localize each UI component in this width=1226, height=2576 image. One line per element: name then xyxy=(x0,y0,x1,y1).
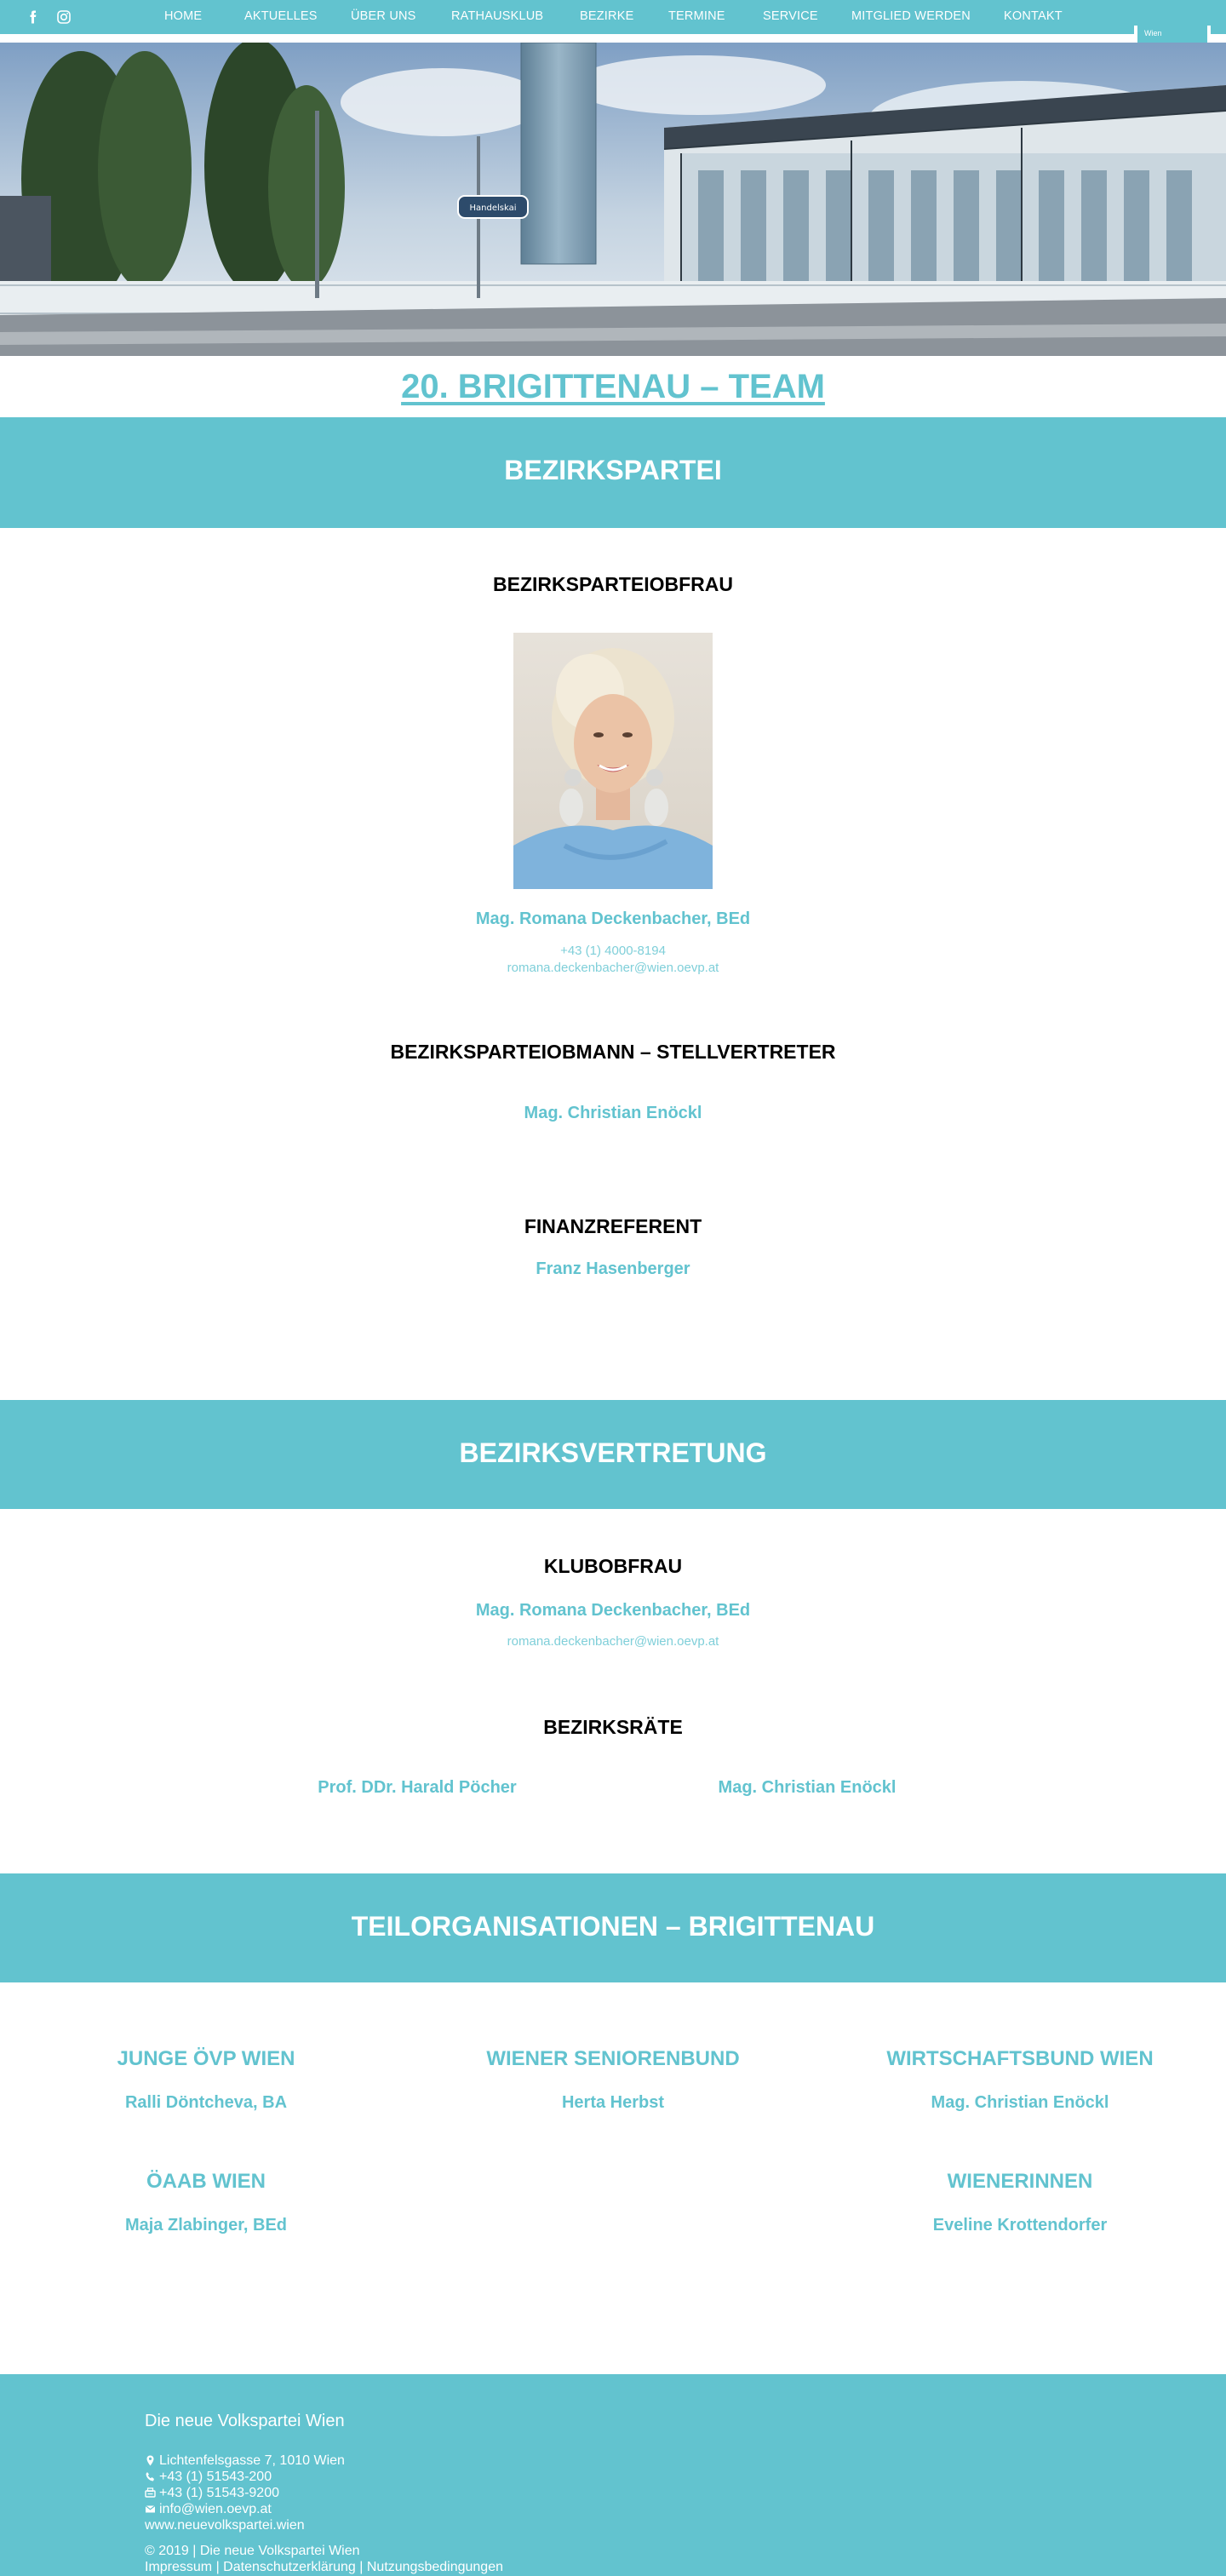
footer-legal-links xyxy=(145,2559,503,2575)
footer-website[interactable]: www.neuevolkspartei.wien xyxy=(145,2518,305,2533)
person-name-bezirksrat: Mag. Christian Enöckl xyxy=(718,1778,897,1797)
fax-icon xyxy=(145,2487,156,2499)
footer-contact xyxy=(145,2453,345,2533)
section-band-teilorganisationen xyxy=(0,1873,1226,1982)
impressum-link[interactable]: Impressum xyxy=(145,2560,213,2574)
role-heading-stellvertreter: BEZIRKSPARTEIOBMANN – STELLVERTRETER xyxy=(390,1041,836,1063)
footer-fax-line xyxy=(145,2485,345,2501)
org-person-junge-oevp: Ralli Döntcheva, BA xyxy=(124,2093,288,2112)
org-title-junge-oevp: JUNGE ÖVP WIEN xyxy=(117,2047,295,2070)
footer-copyright: © 2019 | Die neue Volkspartei Wien xyxy=(145,2544,360,2558)
role-heading-obfrau: BEZIRKSPARTEIOBFRAU xyxy=(493,573,733,595)
portrait-photo xyxy=(513,633,713,889)
nav-kontakt[interactable]: KONTAKT xyxy=(1004,9,1063,23)
role-heading-klubobfrau: KLUBOBFRAU xyxy=(543,1555,683,1577)
nav-service[interactable]: SERVICE xyxy=(763,9,818,23)
envelope-icon xyxy=(145,2504,156,2515)
facebook-icon[interactable] xyxy=(26,9,41,25)
person-name-bezirksrat: Prof. DDr. Harald Pöcher xyxy=(318,1778,517,1797)
org-person-wienerinnen: Eveline Krottendorfer xyxy=(932,2216,1108,2235)
footer-legal xyxy=(145,2543,503,2575)
nav-home[interactable]: HOME xyxy=(164,9,203,23)
datenschutz-link[interactable]: Datenschutzerklärung xyxy=(223,2560,356,2574)
footer-org-name: Die neue Volkspartei Wien xyxy=(145,2412,345,2430)
hero-image xyxy=(0,43,1226,356)
footer-email-line xyxy=(145,2501,345,2517)
email-link[interactable]: romana.deckenbacher@wien.oevp.at xyxy=(507,1634,719,1649)
footer-address-line xyxy=(145,2453,345,2469)
footer-website-line xyxy=(145,2517,345,2533)
footer-phone-line xyxy=(145,2469,345,2485)
org-person-oeaab: Maja Zlabinger, BEd xyxy=(124,2216,288,2235)
contact-obfrau xyxy=(0,943,1226,977)
org-person-wirtschaftsbund: Mag. Christian Enöckl xyxy=(931,2093,1109,2112)
footer-email[interactable]: info@wien.oevp.at xyxy=(159,2502,272,2516)
section-title-bezirkspartei: BEZIRKSPARTEI xyxy=(504,455,722,485)
section-title-teilorganisationen: TEILORGANISATIONEN – BRIGITTENAU xyxy=(351,1911,875,1942)
section-band-bezirksvertretung xyxy=(0,1400,1226,1509)
footer xyxy=(0,2374,1226,2576)
station-sign-text: Handelskai xyxy=(469,204,517,213)
footer-address: Lichtenfelsgasse 7, 1010 Wien xyxy=(159,2453,345,2468)
footer-phone[interactable]: +43 (1) 51543-200 xyxy=(159,2470,272,2484)
org-title-seniorenbund: WIENER SENIORENBUND xyxy=(486,2047,740,2070)
top-navigation-bar xyxy=(0,0,1226,34)
contact-klubobfrau xyxy=(0,1633,1226,1650)
section-band-bezirkspartei xyxy=(0,417,1226,528)
person-name-obfrau: Mag. Romana Deckenbacher, BEd xyxy=(475,909,751,928)
person-name-stellvertreter: Mag. Christian Enöckl xyxy=(524,1104,702,1122)
map-marker-icon xyxy=(145,2455,156,2466)
nutzungsbedingungen-link[interactable]: Nutzungsbedingungen xyxy=(366,2560,503,2574)
legal-separator: | xyxy=(355,2560,367,2574)
role-heading-bezirksraete: BEZIRKSRÄTE xyxy=(543,1716,683,1738)
person-name-klubobfrau: Mag. Romana Deckenbacher, BEd xyxy=(475,1601,751,1620)
region-selector-label: Wien xyxy=(1144,29,1162,37)
footer-fax: +43 (1) 51543-9200 xyxy=(159,2486,279,2500)
page-title: 20. BRIGITTENAU – TEAM xyxy=(401,368,825,405)
phone-link[interactable]: +43 (1) 4000-8194 xyxy=(560,944,666,958)
topbar-spacer xyxy=(0,34,1226,43)
nav-ueber-uns[interactable]: ÜBER UNS xyxy=(351,9,416,23)
org-title-oeaab: ÖAAB WIEN xyxy=(146,2170,266,2193)
section-title-bezirksvertretung: BEZIRKSVERTRETUNG xyxy=(459,1437,767,1468)
role-heading-finanzreferent: FINANZREFERENT xyxy=(524,1215,702,1237)
org-person-seniorenbund: Herta Herbst xyxy=(561,2093,665,2112)
nav-rathausklub[interactable]: RATHAUSKLUB xyxy=(451,9,544,23)
nav-bezirke[interactable]: BEZIRKE xyxy=(580,9,634,23)
org-title-wirtschaftsbund: WIRTSCHAFTSBUND WIEN xyxy=(886,2047,1154,2070)
org-title-wienerinnen: WIENERINNEN xyxy=(947,2170,1093,2193)
email-link[interactable]: romana.deckenbacher@wien.oevp.at xyxy=(507,961,719,975)
nav-aktuelles[interactable]: AKTUELLES xyxy=(244,9,318,23)
nav-mitglied-werden[interactable]: MITGLIED WERDEN xyxy=(851,9,971,23)
person-name-finanzreferent: Franz Hasenberger xyxy=(536,1259,690,1278)
instagram-icon[interactable] xyxy=(56,9,72,25)
nav-termine[interactable]: TERMINE xyxy=(668,9,725,23)
legal-separator: | xyxy=(212,2560,224,2574)
phone-icon xyxy=(145,2471,156,2482)
